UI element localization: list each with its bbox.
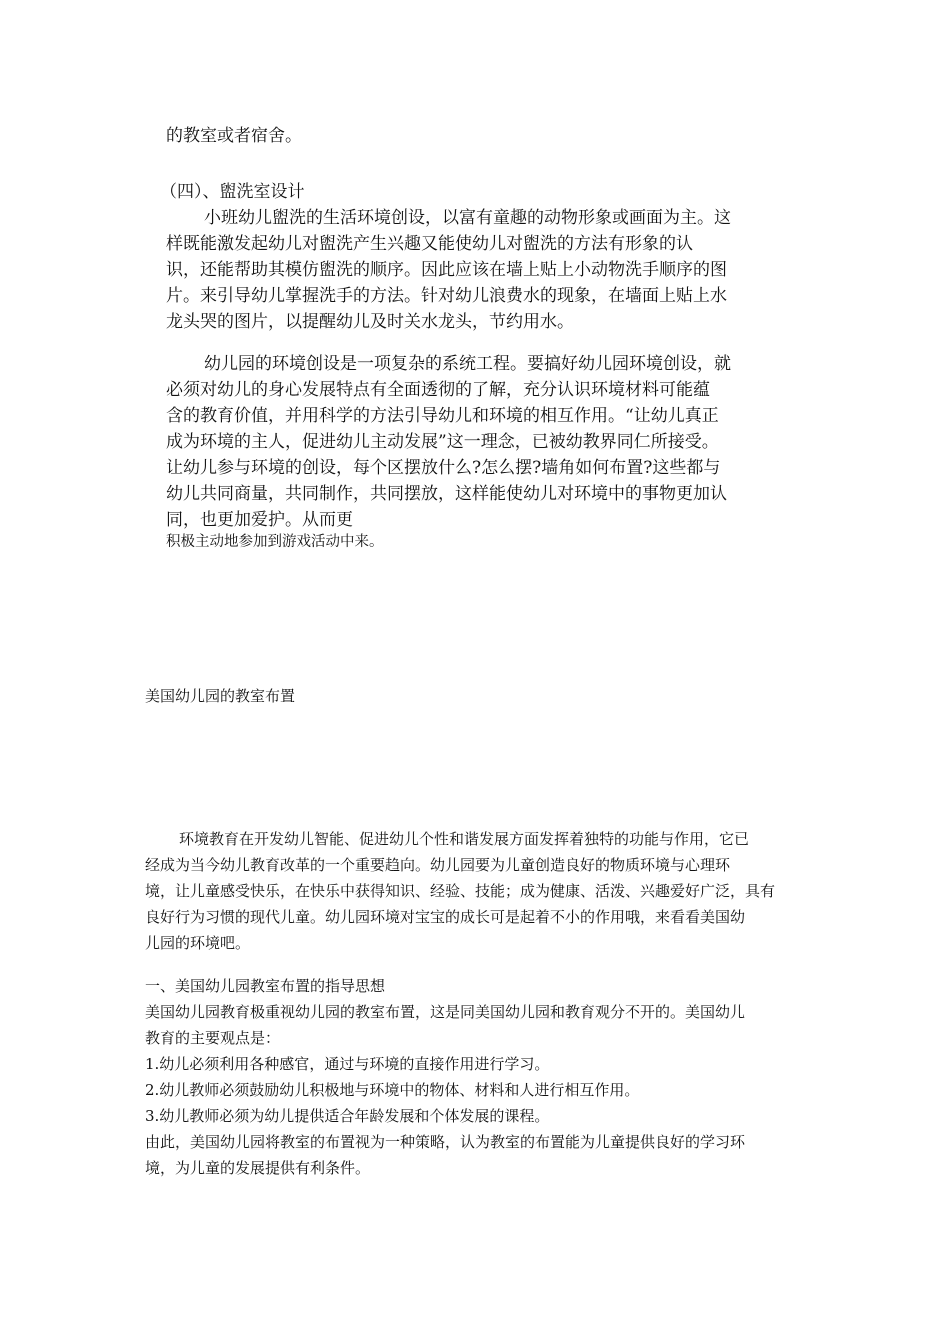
heading-text: 一、美国幼儿园教室布置的指导思想 <box>145 977 386 995</box>
text-line: 必须对幼儿的身心发展特点有全面透彻的了解，充分认识环境材料可能蕴 <box>166 380 710 400</box>
text-line: 境，为儿童的发展提供有利条件。 <box>145 1159 371 1177</box>
text-line: 样既能激发起幼儿对盥洗产生兴趣又能使幼儿对盥洗的方法有形象的认 <box>166 234 693 254</box>
section-heading <box>145 973 810 999</box>
page-fragment-line <box>166 123 796 149</box>
text-line: 环境教育在开发幼儿智能、促进幼儿个性和谐发展方面发挥着独特的功能与作用，它已 <box>179 830 750 848</box>
paragraph-tail <box>166 529 796 555</box>
text-line: 美国幼儿园教育极重视幼儿园的教室布置，这是同美国幼儿园和教育观分不开的。美国幼儿 <box>145 1003 746 1021</box>
body-paragraphs <box>145 999 810 1181</box>
paragraph-washroom <box>166 205 796 335</box>
list-item: 3.幼儿教师必须为幼儿提供适合年龄发展和个体发展的课程。 <box>145 1107 550 1125</box>
text-line: 由此，美国幼儿园将教室的布置视为一种策略，认为教室的布置能为儿童提供良好的学习环 <box>145 1133 746 1151</box>
text-line: 含的教育价值，并用科学的方法引导幼儿和环境的相互作用。“让幼儿真正 <box>166 406 719 426</box>
text-line: 成为环境的主人，促进幼儿主动发展”这一理念，已被幼教界同仁所接受。 <box>166 432 719 452</box>
text-line: 片。来引导幼儿掌握洗手的方法。针对幼儿浪费水的现象，在墙面上贴上水 <box>166 286 727 306</box>
list-item: 2.幼儿教师必须鼓励幼儿积极地与环境中的物体、材料和人进行相互作用。 <box>145 1081 640 1099</box>
list-item: 1.幼儿必须利用各种感官，通过与环境的直接作用进行学习。 <box>145 1055 550 1073</box>
text-line: 识，还能帮助其模仿盥洗的顺序。因此应该在墙上贴上小动物洗手顺序的图 <box>166 260 727 280</box>
text-line: 的教室或者宿舍。 <box>166 126 302 146</box>
heading-text: （四）、盥洗室设计 <box>160 182 305 202</box>
article-title <box>145 683 810 709</box>
text-line: 龙头哭的图片，以提醒幼儿及时关水龙头，节约用水。 <box>166 312 574 332</box>
text-line: 同，也更加爱护。从而更 <box>166 510 353 530</box>
text-line: 积极主动地参加到游戏活动中来。 <box>166 534 384 550</box>
text-line: 幼儿共同商量，共同制作，共同摆放，这样能使幼儿对环境中的事物更加认 <box>166 484 727 504</box>
section-heading <box>160 179 790 205</box>
text-line: 境，让儿童感受快乐，在快乐中获得知识、经验、技能；成为健康、活泼、兴趣爱好广泛，具有 <box>145 882 776 900</box>
intro-paragraph <box>145 826 810 956</box>
paragraph-environment <box>166 351 796 533</box>
text-line: 幼儿园的环境创设是一项复杂的系统工程。要搞好幼儿园环境创设，就 <box>204 354 731 374</box>
text-line: 让幼儿参与环境的创设，每个区摆放什么?怎么摆?墙角如何布置?这些都与 <box>166 458 721 478</box>
text-line: 良好行为习惯的现代儿童。幼儿园环境对宝宝的成长可是起着不小的作用哦，来看看美国幼 <box>145 908 746 926</box>
text-line: 小班幼儿盥洗的生活环境创设，以富有童趣的动物形象或画面为主。这 <box>204 208 731 228</box>
text-line: 教育的主要观点是： <box>145 1029 281 1047</box>
title-text: 美国幼儿园的教室布置 <box>145 687 296 705</box>
text-line: 经成为当今幼儿教育改革的一个重要趋向。幼儿园要为儿童创造良好的物质环境与心理环 <box>145 856 731 874</box>
text-line: 儿园的环境吧。 <box>145 934 251 952</box>
